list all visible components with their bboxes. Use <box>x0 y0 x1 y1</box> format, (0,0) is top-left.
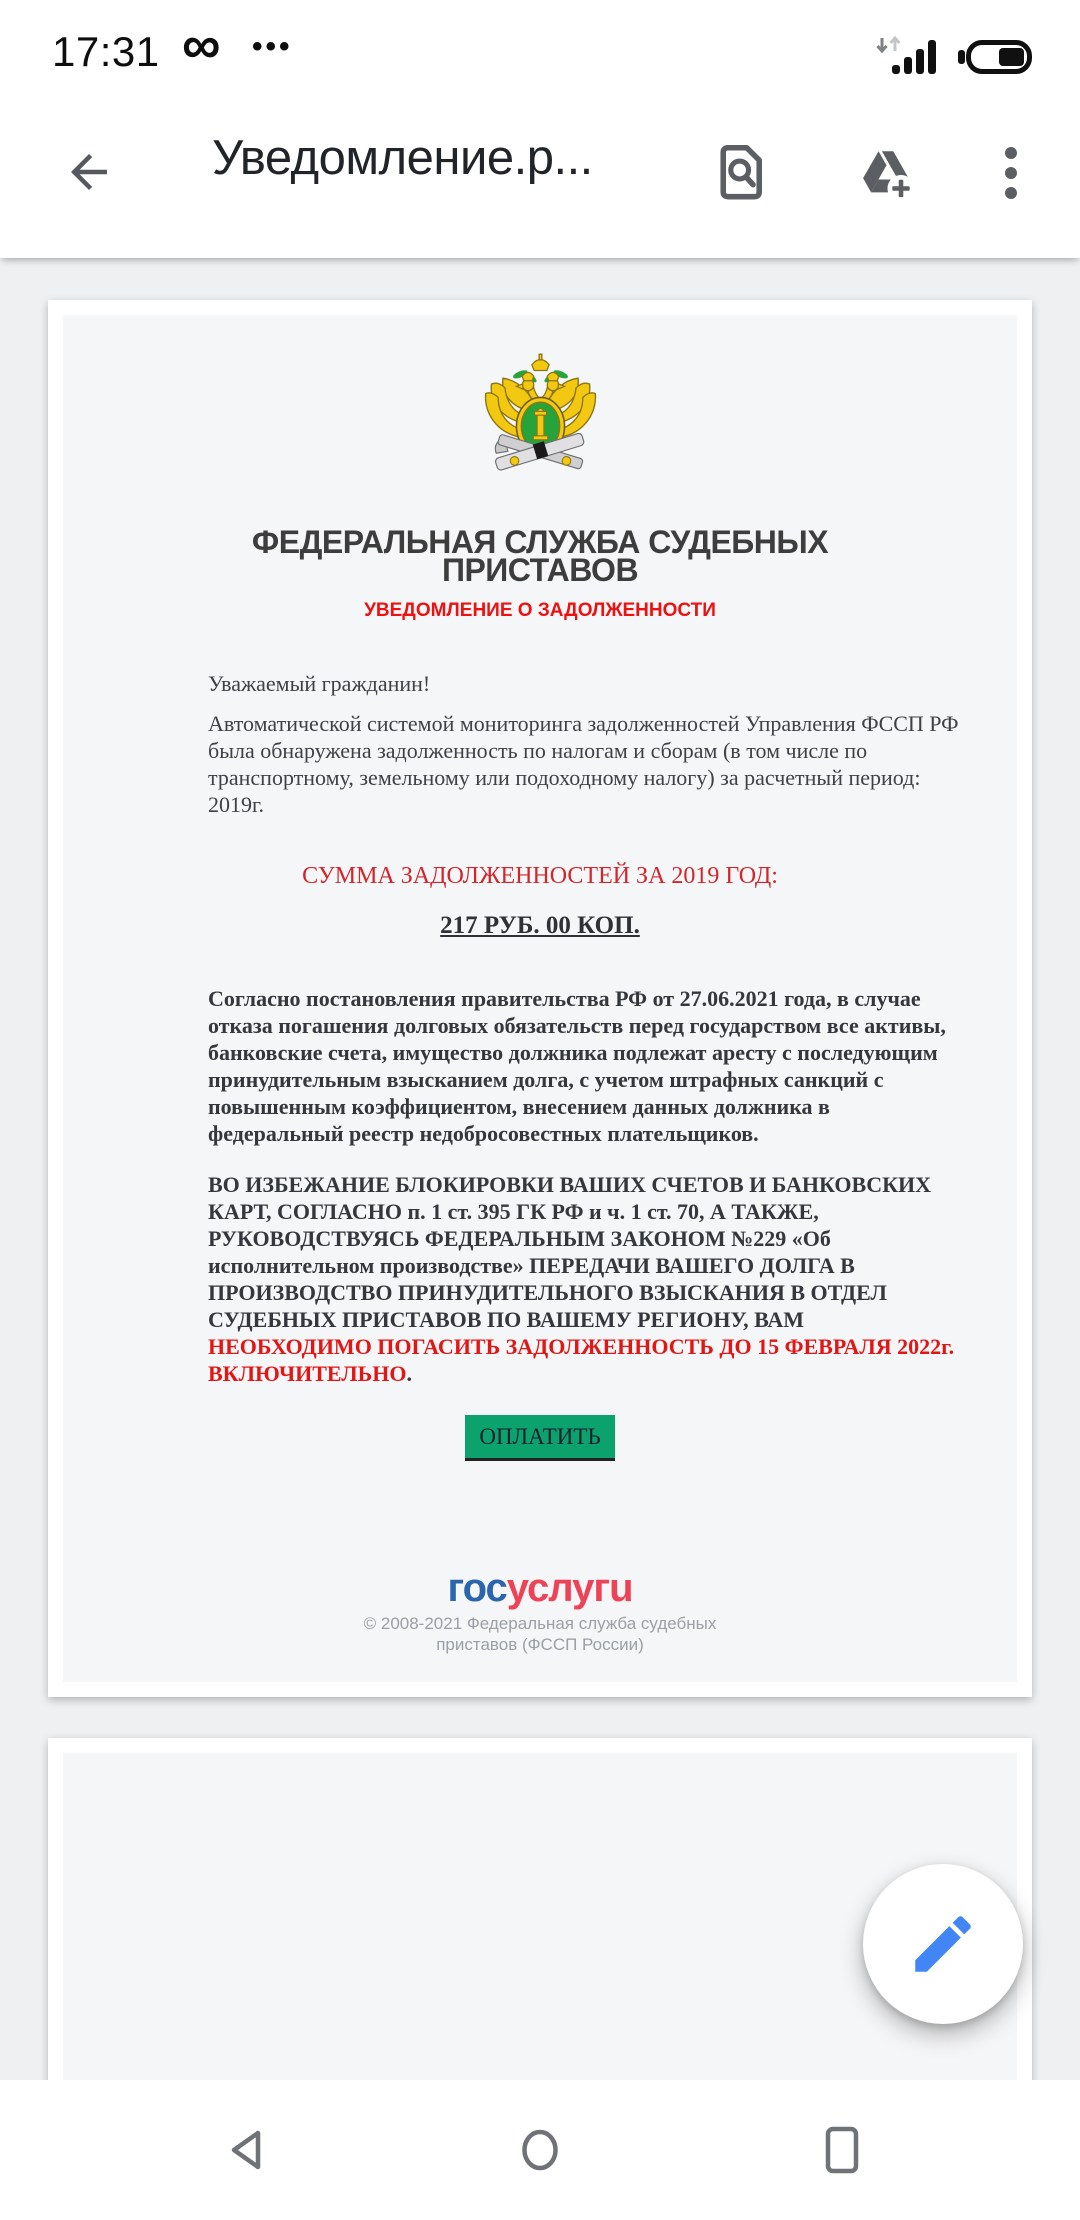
edit-fab[interactable] <box>863 1864 1023 2024</box>
overflow-menu-icon[interactable] <box>998 145 1024 201</box>
nav-recents-icon[interactable] <box>816 2124 868 2176</box>
gosuslugi-logo-red: услугu <box>506 1566 633 1610</box>
signal-strength-icon <box>892 38 940 74</box>
clock: 17:31 <box>52 28 160 75</box>
gosuslugi-logo-blue: гос <box>447 1566 507 1610</box>
fssp-coat-of-arms <box>478 353 603 488</box>
caps-period: . <box>406 1361 412 1386</box>
doc-caps-paragraph <box>63 1171 1017 1387</box>
nav-home-icon[interactable] <box>514 2124 566 2176</box>
add-to-drive-icon[interactable] <box>852 145 922 203</box>
pdf-page-1 <box>48 300 1032 1697</box>
copyright-text: © 2008-2021 Федеральная служба судебных приставов (ФССП России) <box>363 1614 717 1654</box>
doc-subtitle: УВЕДОМЛЕНИЕ О ЗАДОЛЖЕННОСТИ <box>364 600 716 621</box>
back-arrow-icon[interactable] <box>62 145 116 199</box>
doc-intro-paragraph: Автоматической системой мониторинга задолженностей Управления ФССП РФ была обнаружена задолженность по налогам и сборам (в том числе по транспортному, земельному или подоходному налогу) за расчетный период: 2019г. <box>208 711 959 817</box>
debt-sum-label: СУММА ЗАДОЛЖЕННОСТЕЙ ЗА 2019 ГОД: <box>302 863 778 889</box>
more-notifications-icon: ••• <box>252 30 293 63</box>
deadline-text: НЕОБХОДИМО ПОГАСИТЬ ЗАДОЛЖЕННОСТЬ ДО 15 ФЕВРАЛЯ 2022г. ВКЛЮЧИТЕЛЬНО <box>208 1334 955 1386</box>
find-in-document-icon[interactable] <box>714 142 768 202</box>
pay-button[interactable]: ОПЛАТИТЬ <box>465 1415 615 1461</box>
app-bar <box>0 85 1080 258</box>
gosuslugi-logo <box>63 1565 1017 1611</box>
document-scroll-area[interactable] <box>0 258 1080 2080</box>
doc-greeting: Уважаемый гражданин! <box>208 671 431 696</box>
pdf-page-1-content <box>63 315 1017 1682</box>
edit-pencil-icon <box>906 1907 980 1981</box>
battery-icon <box>966 40 1032 74</box>
doc-warning-paragraph: Согласно постановления правительства РФ от 27.06.2021 года, в случае отказа погашения долговых обязательств перед государством все активы, банковские счета, имущество должника подлежат аресту с последующим принудительным взысканием долга, с учетом штрафных санкций с повышенным коэффициентом, внесением данных должника в федеральный реестр недобросовестных плательщиков. <box>208 986 946 1146</box>
status-bar <box>0 0 1080 85</box>
doc-heading: ФЕДЕРАЛЬНАЯ СЛУЖБА СУДЕБНЫХ ПРИСТАВОВ <box>251 524 829 588</box>
debt-amount: 217 РУБ. 00 КОП. <box>440 912 640 939</box>
document-title: Уведомление.р... <box>212 131 593 185</box>
caps-text: ВО ИЗБЕЖАНИЕ БЛОКИРОВКИ ВАШИХ СЧЕТОВ И БАНКОВСКИХ КАРТ, СОГЛАСНО п. 1 ст. 395 ГК РФ и ч. 1 ст. 70, А ТАКЖЕ, РУКОВОДСТВУЯСЬ ФЕДЕРАЛЬНЫМ ЗАКОНОМ №229 «Об исполнительном производстве» ПЕРЕДАЧИ ВАШЕГО ДОЛГА В ПРОИЗВОДСТВО ПРИНУДИТЕЛЬНОГО ВЗЫСКАНИЯ В ОТДЕЛ СУДЕБНЫХ ПРИСТАВОВ ПО ВАШЕМУ РЕГИОНУ, ВАМ <box>208 1172 932 1332</box>
android-nav-bar <box>0 2080 1080 2220</box>
infinity-icon: ∞ <box>182 15 221 75</box>
nav-back-icon[interactable] <box>222 2124 274 2176</box>
